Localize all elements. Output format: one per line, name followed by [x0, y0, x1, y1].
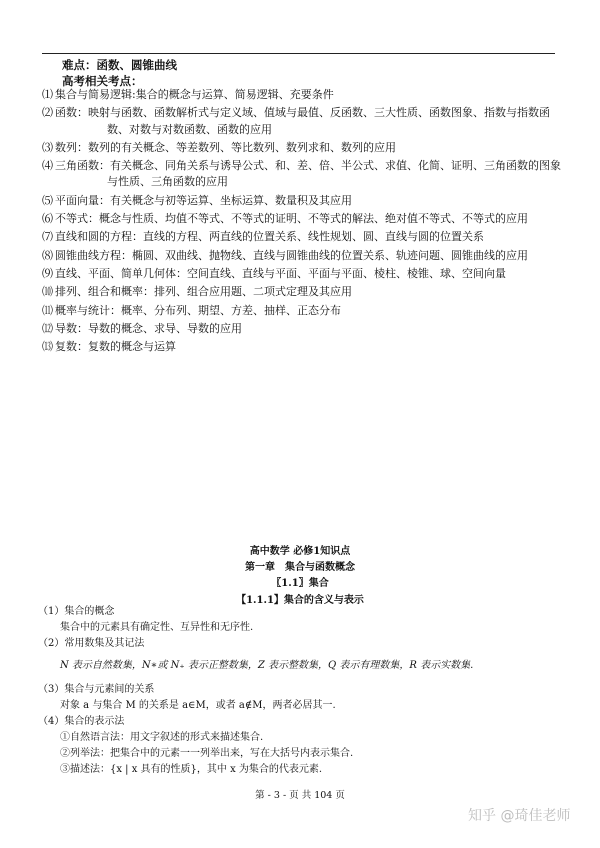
representation-item: ③描述法：{x | x 具有的性质}，其中 x 为集合的代表元素.	[60, 764, 323, 775]
topic-item	[42, 321, 562, 337]
topic-text: 直线、平面、简单几何体：空间直线、直线与平面、平面与平面、棱柱、棱锥、球、空间向量	[55, 266, 506, 280]
topic-item	[42, 229, 562, 245]
topic-item	[42, 193, 562, 209]
representation-item: ①自然语言法：用文字叙述的形式来描述集合.	[60, 732, 264, 743]
topic-number: ⑼	[42, 266, 53, 280]
topic-item	[42, 303, 562, 319]
topic-item	[42, 211, 562, 227]
exam-topics-heading: 高考相关考点：	[62, 74, 143, 88]
topic-number: ⑶	[42, 140, 53, 154]
topic-text: 集合与简易逻辑:集合的概念与运算、简易逻辑、充要条件	[55, 88, 334, 101]
topic-text: 导数：导数的概念、求导、导数的应用	[55, 321, 242, 335]
difficulty-line: 难点：函数、圆锥曲线	[62, 58, 177, 72]
topic-list	[42, 87, 562, 357]
topic-text: 复数：复数的概念与运算	[55, 340, 176, 354]
topic-number: ⑽	[42, 285, 53, 299]
section-title: 高中数学 必修1知识点	[249, 546, 351, 557]
topic-item	[42, 339, 562, 355]
topic-item	[42, 248, 562, 264]
topic-text: 数列：数列的有关概念、等差数列、等比数列、数列求和、数列的应用	[55, 140, 396, 154]
representation-item: ②列举法：把集合中的元素一一列举出来，写在大括号内表示集合.	[60, 748, 354, 759]
topic-item	[42, 140, 562, 156]
topic-text: 三角函数：有关概念、同角关系与诱导公式、和、差、倍、半公式、求值、化简、证明、三角函数的图象与性质、三角函数的应用	[55, 159, 561, 189]
topic-text: 平面向量：有关概念与初等运算、坐标运算、数量积及其应用	[55, 193, 352, 207]
topic-number: ⑴	[42, 88, 53, 101]
chapter-title: 第一章 集合与函数概念	[245, 562, 355, 573]
topic-text: 概率与统计：概率、分布列、期望、方差、抽样、正态分布	[55, 303, 341, 317]
topic-item	[42, 284, 562, 300]
topic-number: ⑿	[42, 321, 53, 335]
page-footer: 第 - 3 - 页 共 104 页	[255, 790, 345, 801]
header-rule	[42, 53, 555, 54]
topic-text: 函数：映射与函数、函数解析式与定义域、值域与最值、反函数、三大性质、函数图象、指数与指数函数、对数与对数函数、函数的应用	[55, 106, 550, 136]
subsubsection-title: 【1.1.1】集合的含义与表示	[236, 595, 364, 606]
topic-item	[42, 266, 562, 282]
number-sets-heading: （2）常用数集及其记法	[38, 638, 145, 649]
topic-text: 直线和圆的方程：直线的方程、两直线的位置关系、线性规划、圆、直线与圆的位置关系	[55, 230, 484, 244]
topic-item	[42, 105, 562, 138]
topic-number: ⑻	[42, 248, 53, 262]
topic-item	[42, 87, 562, 103]
content-body	[38, 604, 568, 778]
topic-text: 排列、组合和概率：排列、组合应用题、二项式定理及其应用	[55, 285, 352, 299]
element-relation-heading: （3）集合与元素间的关系	[38, 684, 155, 695]
topic-number: ⑺	[42, 230, 53, 244]
element-relation-text: 对象 a 与集合 M 的关系是 a∈M，或者 a∉M，两者必居其一.	[60, 700, 336, 711]
topic-number: ⑷	[42, 159, 53, 173]
topic-number: ⒀	[42, 340, 53, 354]
subsection-title: 〖1.1〗集合	[271, 578, 329, 589]
representation-heading: （4）集合的表示法	[38, 716, 125, 727]
topic-number: ⑸	[42, 193, 53, 207]
topic-text: 圆锥曲线方程：椭圆、双曲线、抛物线、直线与圆锥曲线的位置关系、轨迹问题、圆锥曲线的应用	[55, 248, 528, 262]
concept-heading: （1）集合的概念	[38, 606, 115, 617]
concept-text: 集合中的元素具有确定性、互异性和无序性.	[60, 622, 254, 633]
topic-text: 不等式：概念与性质、均值不等式、不等式的证明、不等式的解法、绝对值不等式、不等式的应用	[55, 212, 528, 226]
topic-number: ⑹	[42, 212, 53, 226]
topic-number: ⑾	[42, 303, 53, 317]
number-sets-text: N 表示自然数集，N∗或 N₊ 表示正整数集，Z 表示整数集，Q 表示有理数集，R 表示实数集.	[60, 660, 474, 671]
topic-number: ⑵	[42, 106, 53, 120]
topic-item	[42, 158, 562, 191]
watermark: 知乎 @琦佳老师	[468, 808, 571, 824]
